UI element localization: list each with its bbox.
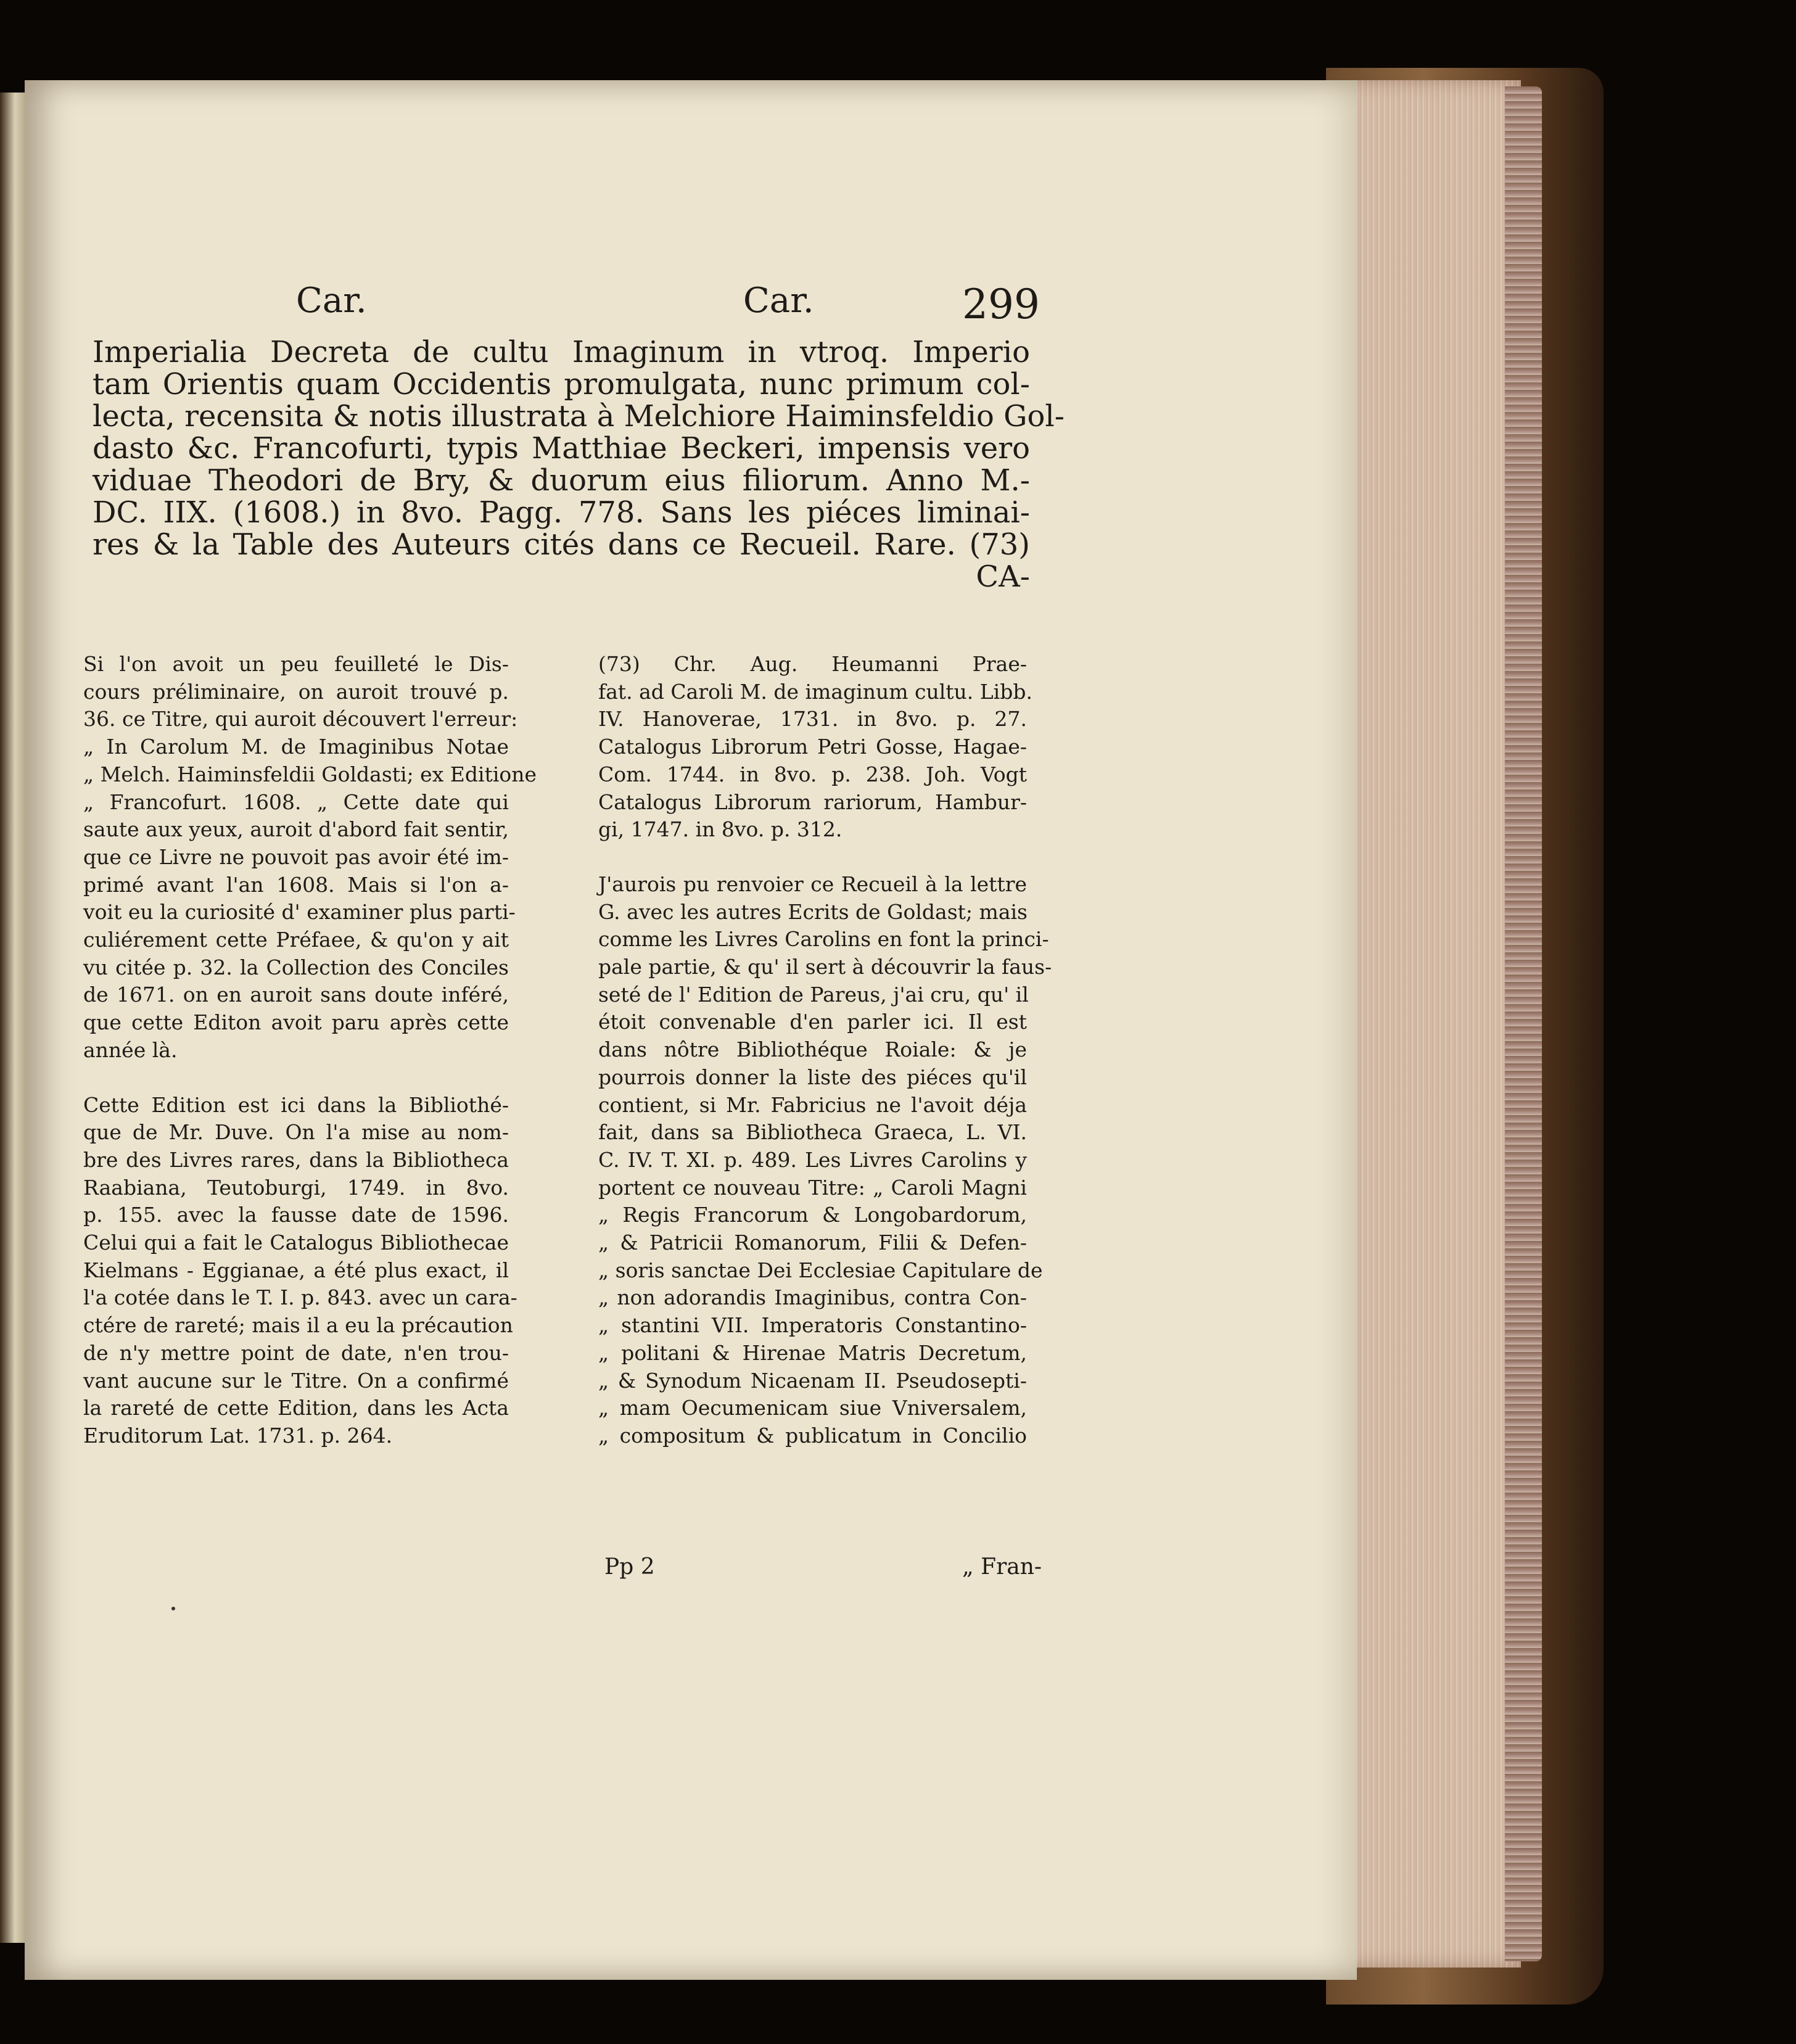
entry-line: DC. IIX. (1608.) in 8vo. Pagg. 778. Sans les piéces liminai-	[93, 495, 1030, 530]
text-line: Kielmans - Eggianae, a été plus exact, il	[83, 1258, 509, 1282]
text-line: fat. ad Caroli M. de imaginum cultu. Libb.	[598, 679, 1032, 704]
text-line: pale partie, & qu' il sert à découvrir la faus-	[598, 955, 1052, 979]
running-head-left: Car.	[296, 281, 367, 321]
text-line: contient, si Mr. Fabricius ne l'avoit déja	[598, 1092, 1027, 1117]
text-line: „ mam Oecumenicam siue Vniversalem,	[598, 1396, 1027, 1420]
text-line: que ce Livre ne pouvoit pas avoir été im-	[83, 844, 509, 869]
text-line: Eruditorum Lat. 1731. p. 264.	[83, 1423, 393, 1448]
text-line: „ Francofurt. 1608. „ Cette date qui	[83, 789, 509, 814]
text-line: „ non adorandis Imaginibus, contra Con-	[598, 1285, 1027, 1310]
text-line: G. avec les autres Ecrits de Goldast; mais	[598, 899, 1028, 924]
entry-line: dasto &c. Francofurti, typis Matthiae Beckeri, impensis vero	[93, 431, 1030, 466]
left-paragraph	[83, 651, 537, 1065]
signature-mark: Pp 2	[604, 1554, 655, 1580]
text-line: primé avant l'an 1608. Mais si l'on a-	[83, 872, 509, 897]
page-block-fore-edge	[1505, 86, 1542, 1961]
text-line: saute aux yeux, auroit d'abord fait sentir,	[83, 817, 509, 842]
right-paragraph	[598, 871, 1052, 1450]
text-line: p. 155. avec la fausse date de 1596.	[83, 1203, 509, 1227]
bibliographic-entry	[93, 335, 1065, 594]
entry-catchword: CA-	[976, 559, 1030, 594]
left-column	[83, 651, 537, 1477]
text-line: Celui qui a fait le Catalogus Bibliothecae	[83, 1230, 509, 1255]
left-paragraph	[83, 1092, 517, 1450]
text-line: 36. ce Titre, qui auroit découvert l'erreur:	[83, 707, 518, 731]
text-line: IV. Hanoverae, 1731. in 8vo. p. 27.	[598, 707, 1027, 731]
ink-speck	[171, 1607, 175, 1610]
page-number: 299	[962, 281, 1040, 328]
text-line: C. IV. T. XI. p. 489. Les Livres Carolins y	[598, 1147, 1027, 1172]
entry-line: viduae Theodori de Bry, & duorum eius filiorum. Anno M.-	[93, 463, 1030, 498]
text-line: Si l'on avoit un peu feuilleté le Dis-	[83, 652, 509, 676]
text-line: Catalogus Librorum Petri Gosse, Hagae-	[598, 735, 1027, 759]
text-line: vant aucune sur le Titre. On a confirmé	[83, 1368, 509, 1393]
text-line: étoit convenable d'en parler ici. Il est	[598, 1010, 1027, 1034]
text-line: „ Regis Francorum & Longobardorum,	[598, 1203, 1027, 1227]
footnote-73	[598, 651, 1032, 844]
text-line: „ politani & Hirenae Matris Decretum,	[598, 1340, 1027, 1365]
text-line: Catalogus Librorum rariorum, Hambur-	[598, 789, 1027, 814]
text-line: fait, dans sa Bibliotheca Graeca, L. VI.	[598, 1120, 1027, 1145]
entry-line: tam Orientis quam Occidentis promulgata, nunc primum col-	[93, 367, 1030, 402]
text-line: J'aurois pu renvoier ce Recueil à la lettre	[598, 872, 1027, 896]
text-line: vu citée p. 32. la Collection des Conciles	[83, 955, 509, 979]
text-line: de 1671. on en auroit sans doute inféré,	[83, 983, 509, 1007]
text-line: „ & Patricii Romanorum, Filii & Defen-	[598, 1230, 1027, 1255]
text-line: que cette Editon avoit paru après cette	[83, 1010, 509, 1035]
text-line: ctére de rareté; mais il a eu la précaution	[83, 1313, 513, 1338]
entry-line: Imperialia Decreta de cultu Imaginum in vtroq. Imperio	[93, 335, 1030, 369]
footer-catchword: „ Fran-	[962, 1554, 1042, 1580]
right-column	[598, 651, 1052, 1477]
text-line: portent ce nouveau Titre: „ Caroli Magni	[598, 1175, 1027, 1200]
entry-line: lecta, recensita & notis illustrata à Melchiore Haiminsfeldio Gol-	[93, 399, 1065, 434]
text-line: de n'y mettre point de date, n'en trou-	[83, 1340, 509, 1365]
text-line: (73) Chr. Aug. Heumanni Prae-	[598, 652, 1027, 676]
text-line: année là.	[83, 1037, 178, 1062]
text-line: „ Melch. Haiminsfeldii Goldasti; ex Editione	[83, 762, 537, 786]
page-block-edges	[1338, 80, 1521, 1968]
text-line: voit eu la curiosité d' examiner plus parti-	[83, 900, 516, 925]
entry-line: res & la Table des Auteurs cités dans ce Recueil. Rare. (73)	[93, 527, 1030, 562]
text-line: bre des Livres rares, dans la Bibliotheca	[83, 1147, 509, 1172]
text-line: dans nôtre Bibliothéque Roiale: & je	[598, 1037, 1027, 1062]
facing-page-edge	[0, 93, 25, 1943]
text-line: pourrois donner la liste des piéces qu'il	[598, 1065, 1027, 1089]
text-line: comme les Livres Carolins en font la princi-	[598, 927, 1049, 952]
text-line: cours préliminaire, on auroit trouvé p.	[83, 679, 509, 704]
text-line: gi, 1747. in 8vo. p. 312.	[598, 817, 842, 842]
text-line: que de Mr. Duve. On l'a mise au nom-	[83, 1120, 509, 1145]
text-line: „ & Synodum Nicaenam II. Pseudosepti-	[598, 1368, 1027, 1393]
text-line: Raabiana, Teutoburgi, 1749. in 8vo.	[83, 1175, 509, 1200]
text-line: seté de l' Edition de Pareus, j'ai cru, qu' il	[598, 982, 1029, 1007]
running-head-center: Car.	[743, 281, 814, 321]
text-line: „ soris sanctae Dei Ecclesiae Capitulare de	[598, 1258, 1043, 1282]
text-line: la rareté de cette Edition, dans les Acta	[83, 1396, 509, 1420]
text-line: Com. 1744. in 8vo. p. 238. Joh. Vogt	[598, 762, 1027, 786]
text-line: Cette Edition est ici dans la Bibliothé-	[83, 1092, 509, 1117]
text-line: l'a cotée dans le T. I. p. 843. avec un cara-	[83, 1285, 517, 1310]
text-line: „ stantini VII. Imperatoris Constantino-	[598, 1313, 1027, 1338]
text-line: „ compositum & publicatum in Concilio	[598, 1423, 1027, 1448]
text-line: „ In Carolum M. de Imaginibus Notae	[83, 735, 509, 759]
text-line: culiérement cette Préfaee, & qu'on y ait	[83, 928, 509, 952]
